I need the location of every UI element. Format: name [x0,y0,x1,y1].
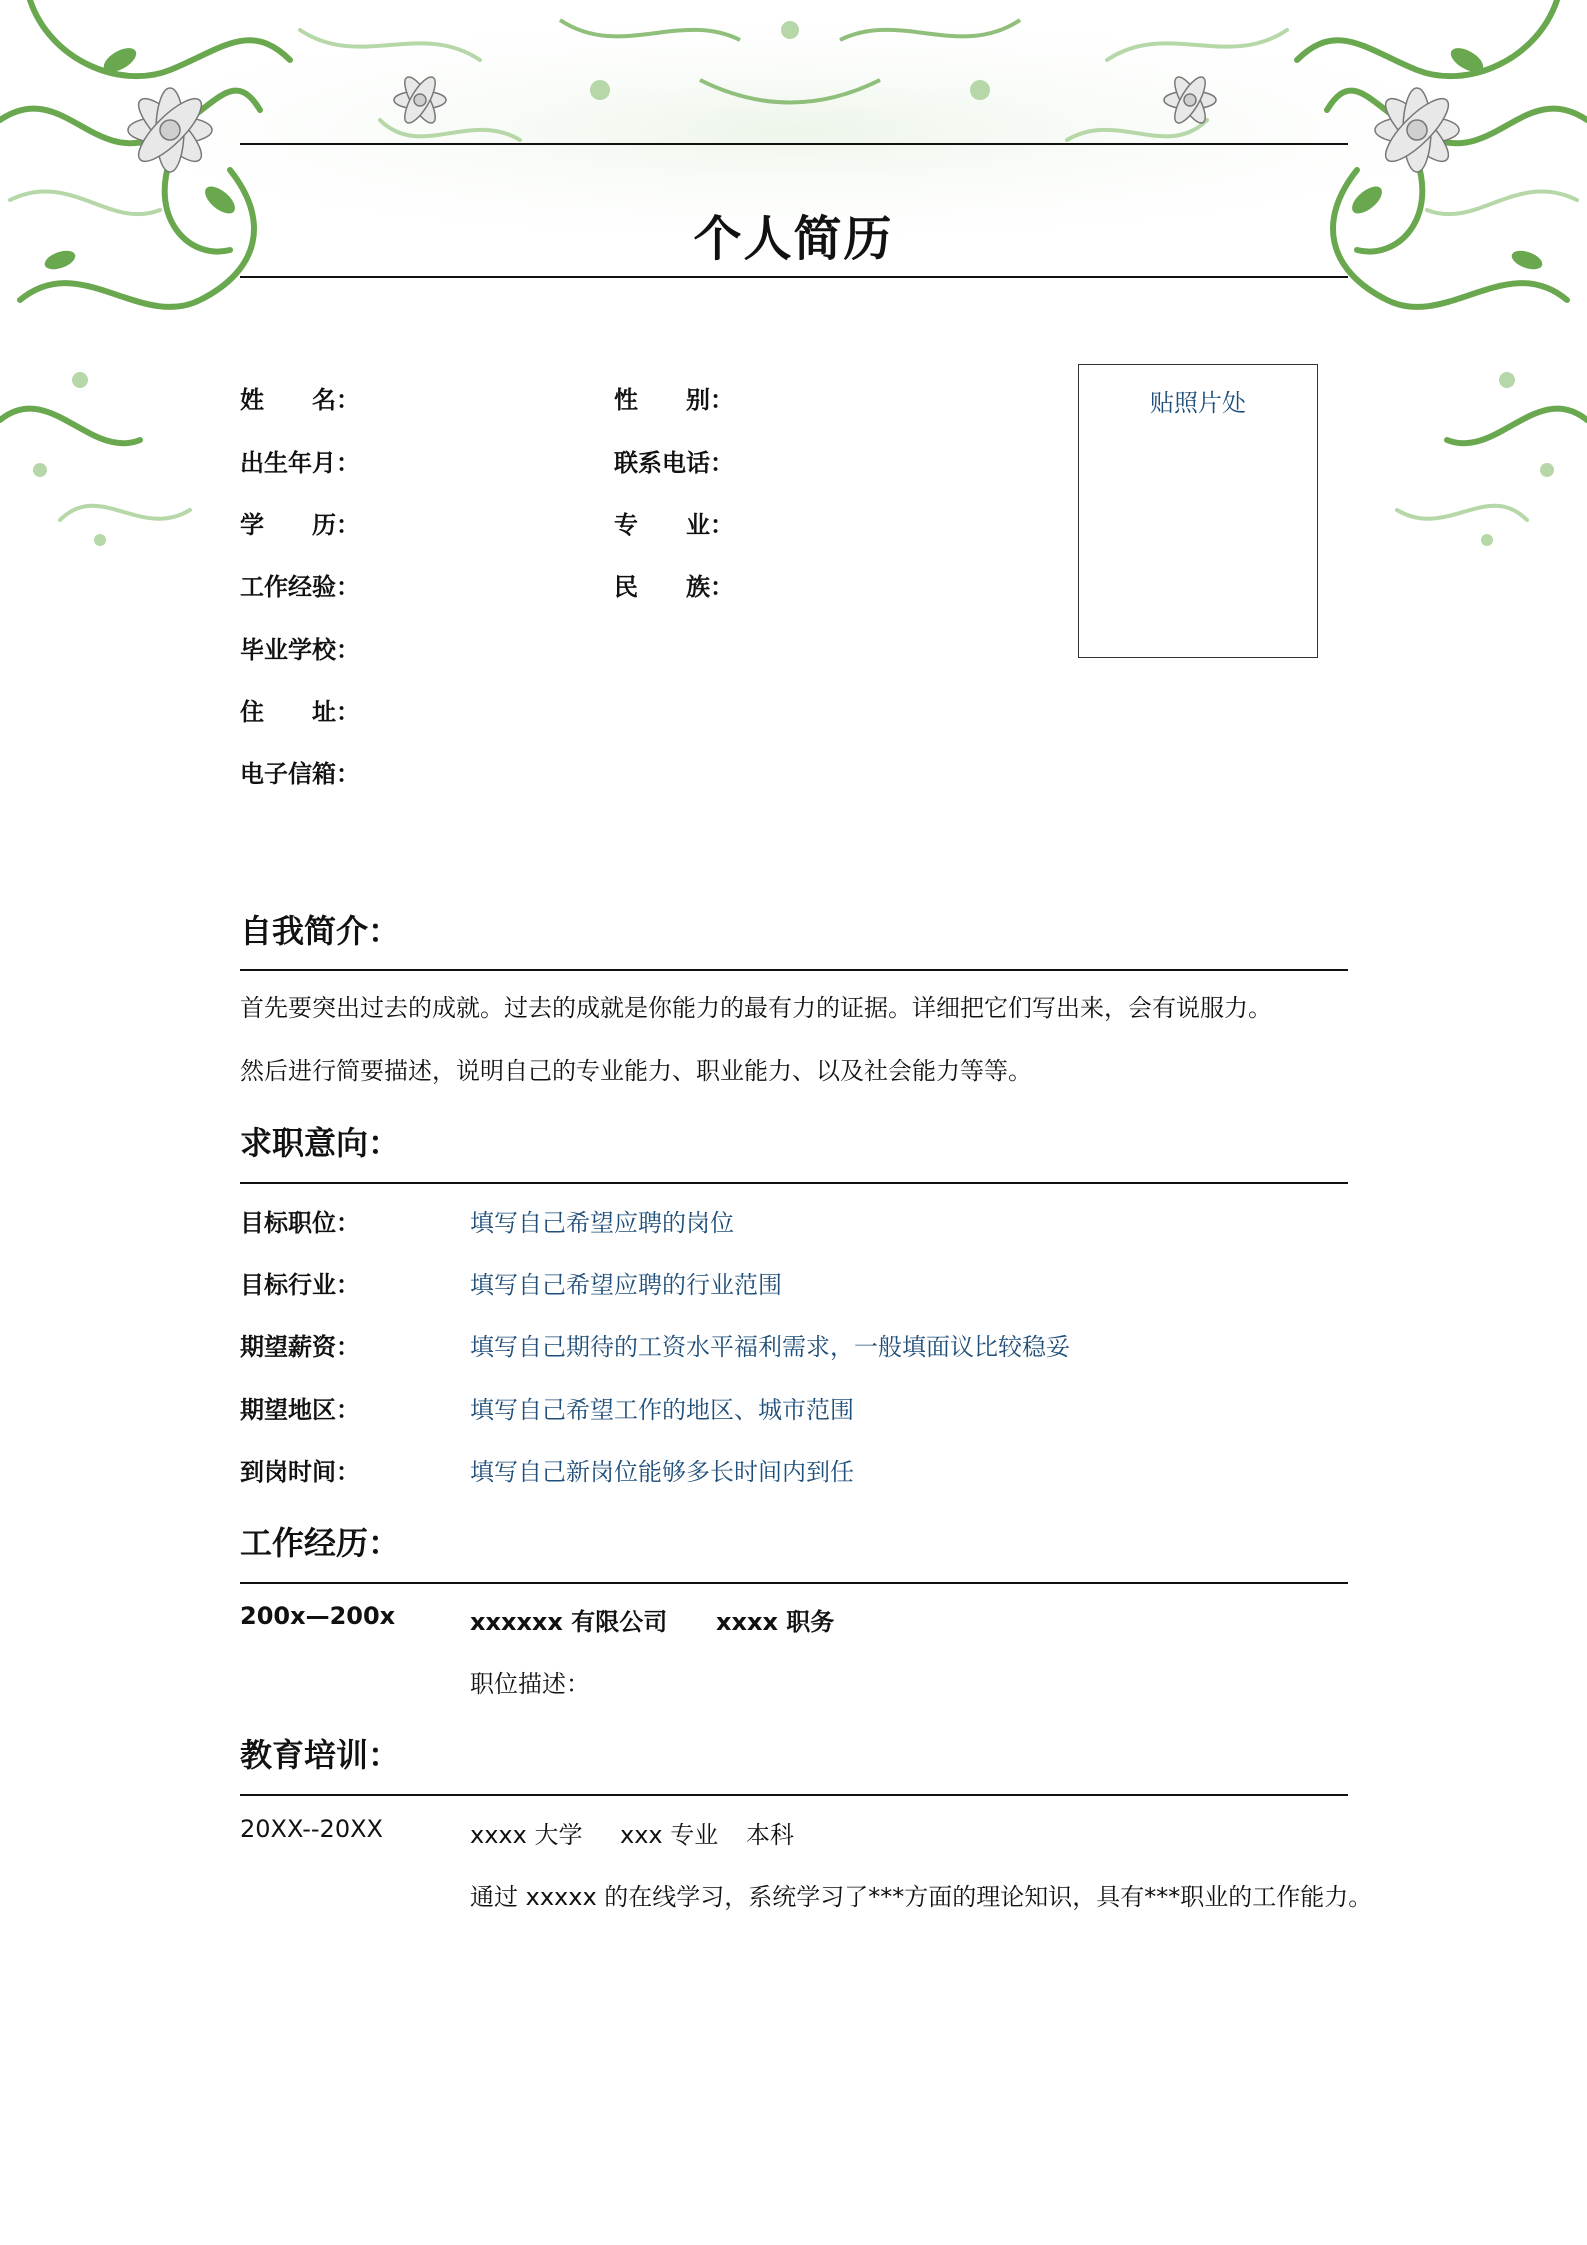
edu-degree: 本科 [746,1821,794,1849]
objective-label: 目标职位： [240,1209,360,1237]
experience-label: 工作经验： [240,573,360,601]
objective-heading: 求职意向： [240,1124,401,1162]
objective-value: 填写自己希望工作的地区、城市范围 [470,1396,854,1424]
objective-label: 目标行业： [240,1271,360,1299]
objective-value: 填写自己希望应聘的岗位 [470,1209,734,1237]
school-label: 毕业学校： [240,636,360,664]
work-position: xxxx 职务 [716,1608,835,1636]
work-heading: 工作经历： [240,1524,401,1562]
objective-value: 填写自己期待的工资水平福利需求，一般填面议比较稳妥 [470,1333,1070,1361]
photo-label: 贴照片处 [1150,389,1246,417]
phone-label: 联系电话： [614,449,734,477]
name-label: 姓 名： [240,386,360,414]
intro-heading: 自我简介： [240,912,401,950]
intro-line-2: 然后进行简要描述，说明自己的专业能力、职业能力、以及社会能力等等。 [240,1057,1032,1085]
gender-label: 性 别： [614,386,734,414]
edu-period: 20XX--20XX [240,1815,383,1843]
edu-major: xxx 专业 [620,1821,719,1849]
objective-label: 到岗时间： [240,1458,360,1486]
title-top-rule [240,143,1348,145]
edu-heading: 教育培训： [240,1736,401,1774]
objective-label: 期望薪资： [240,1333,360,1361]
intro-line-1: 首先要突出过去的成就。过去的成就是你能力的最有力的证据。详细把它们写出来，会有说服力。 [240,994,1272,1022]
objective-value: 填写自己希望应聘的行业范围 [470,1271,782,1299]
photo-placeholder [1078,364,1318,658]
major-label: 专 业： [614,511,734,539]
edu-school: xxxx 大学 [470,1821,583,1849]
address-label: 住 址： [240,698,360,726]
objective-value: 填写自己新岗位能够多长时间内到任 [470,1458,854,1486]
ethnicity-label: 民 族： [614,573,734,601]
objective-label: 期望地区： [240,1396,360,1424]
intro-rule [240,969,1348,971]
work-company: xxxxxx 有限公司 [470,1608,668,1636]
work-rule [240,1582,1348,1584]
work-period: 200x—200x [240,1602,396,1630]
edu-description: 通过 xxxxx 的在线学习，系统学习了***方面的理论知识，具有***职业的工作能力。 [470,1883,1373,1911]
page-title: 个人简历 [693,211,894,267]
title-bottom-rule [240,276,1348,278]
email-label: 电子信箱： [240,760,360,788]
birth-label: 出生年月： [240,449,360,477]
edu-rule [240,1794,1348,1796]
work-description: 职位描述： [470,1670,590,1698]
objective-rule [240,1182,1348,1184]
floral-decoration [0,0,1587,620]
education-label: 学 历： [240,511,360,539]
